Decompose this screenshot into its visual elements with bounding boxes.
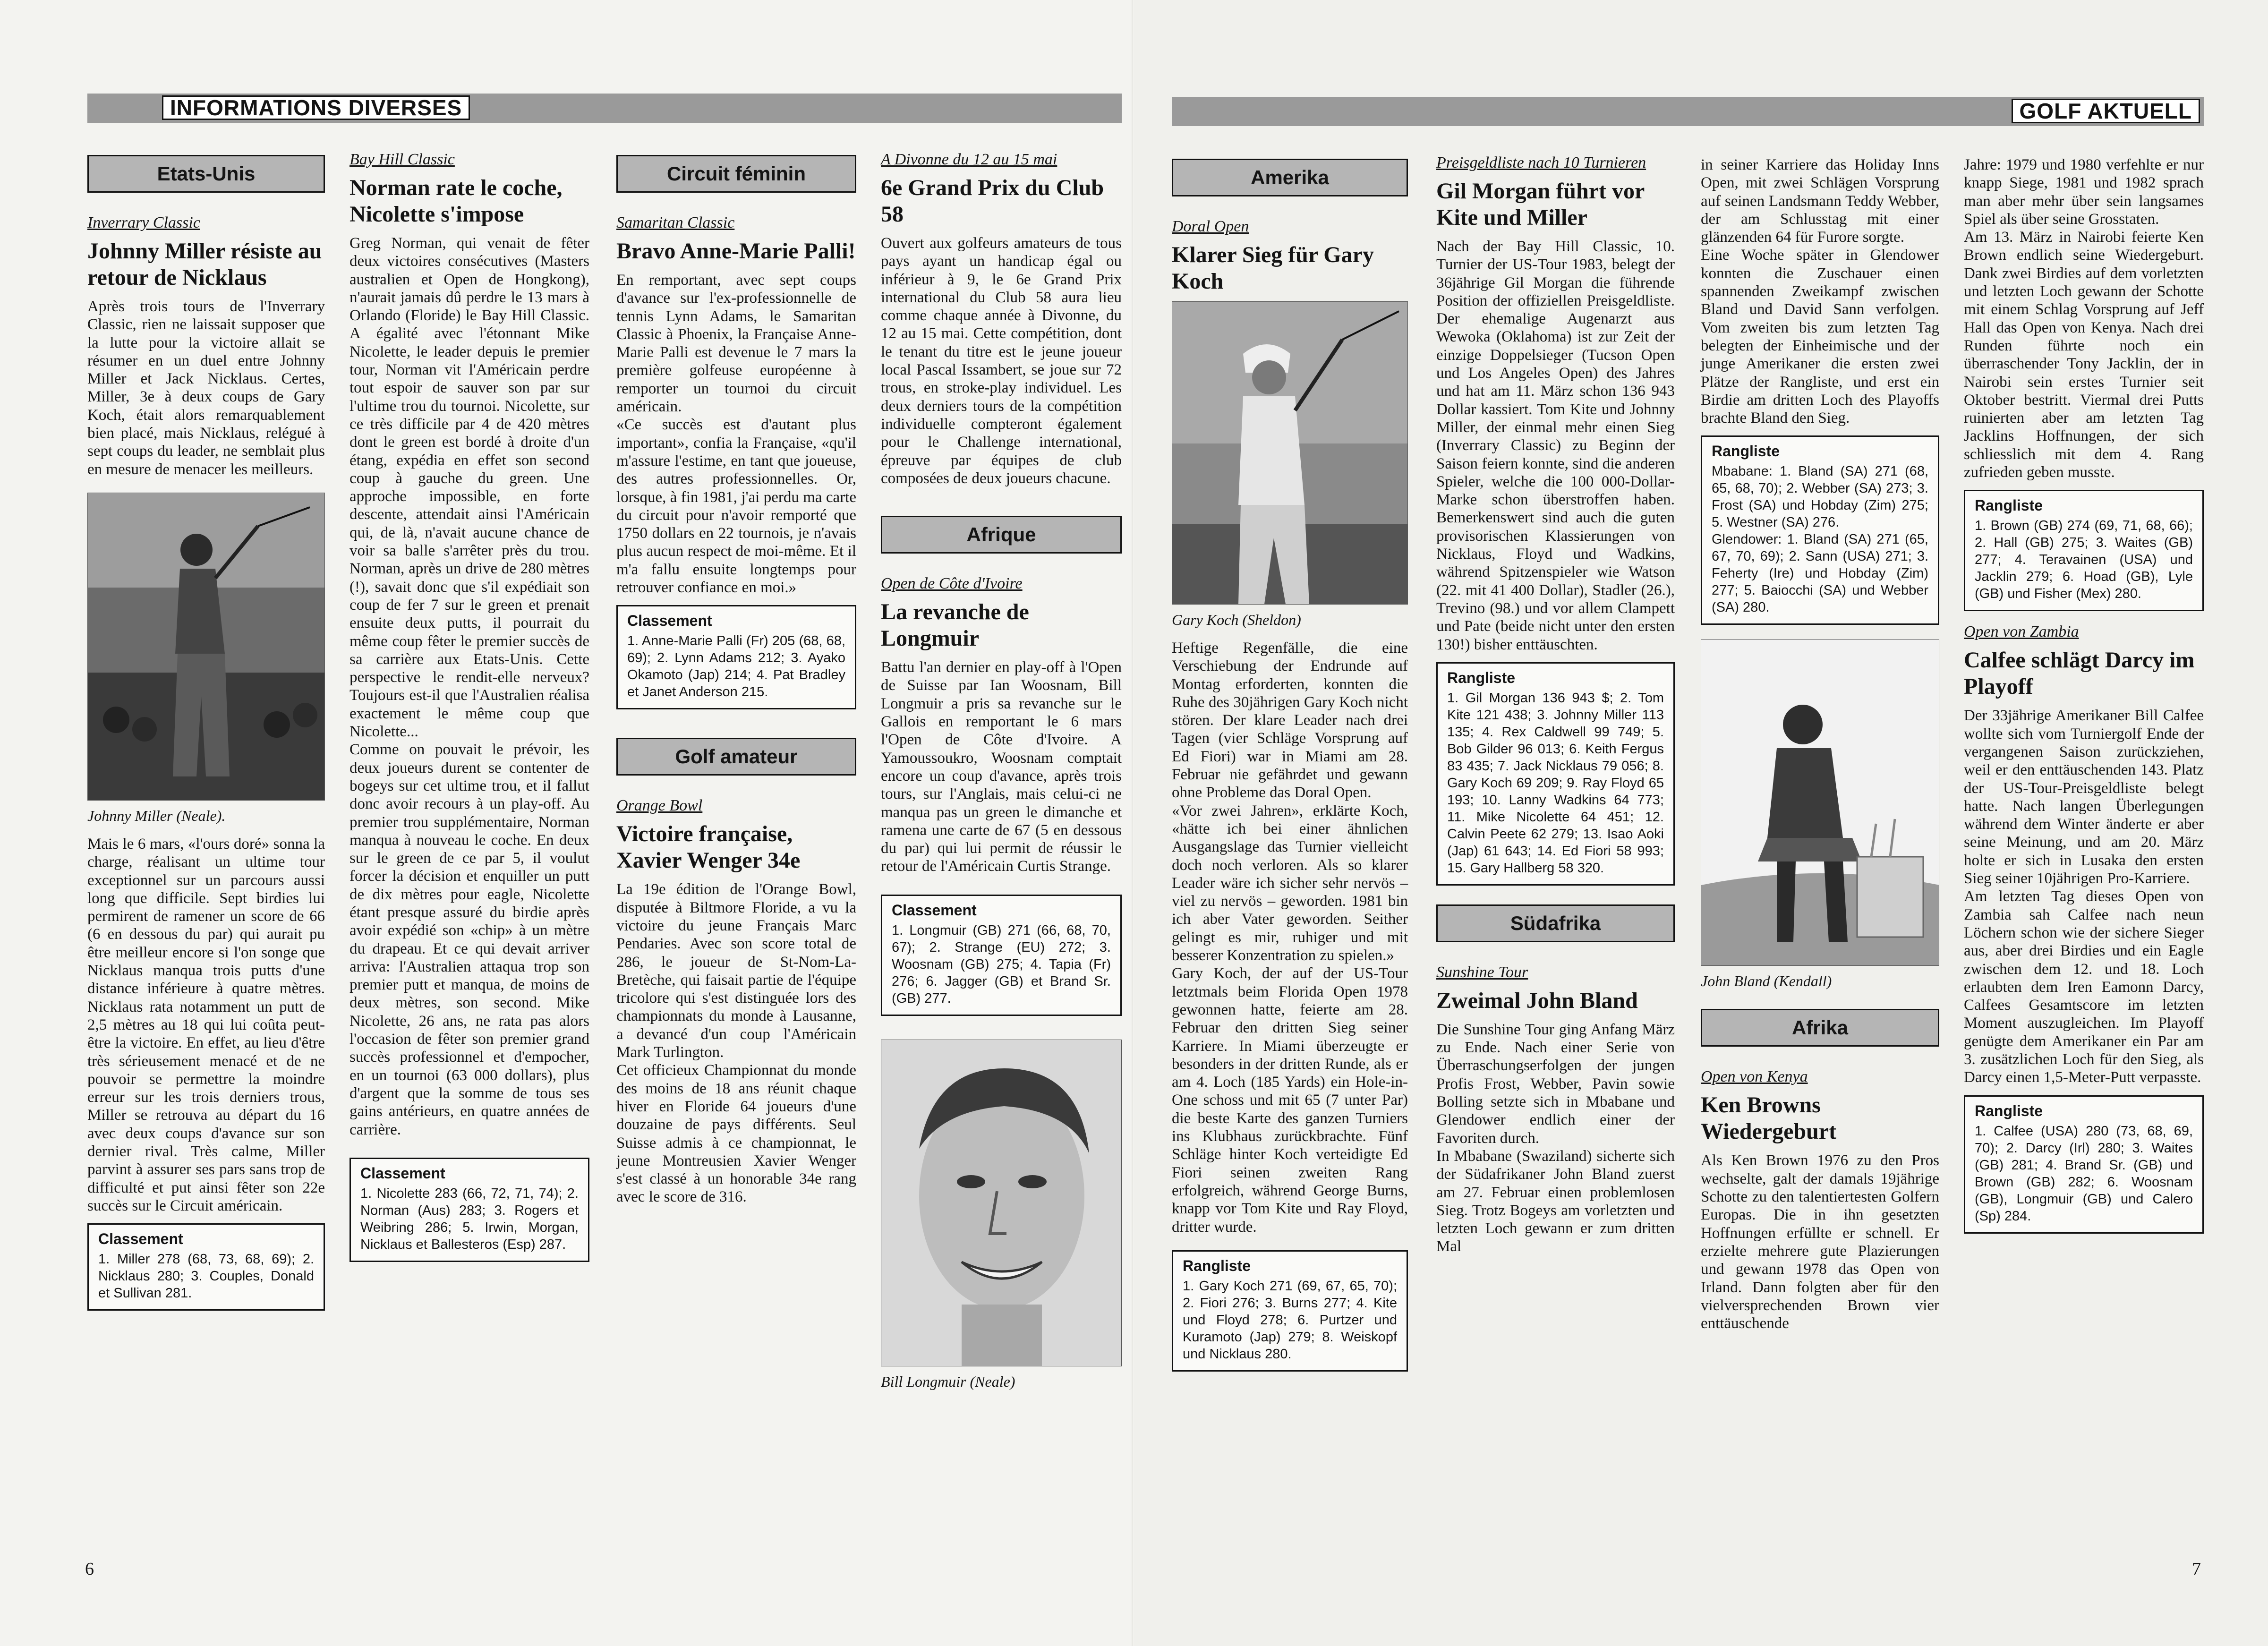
ranking-list: 1. Gil Morgan 136 943 $; 2. Tom Kite 121 438; 3. Johnny Miller 113 135; 4. Rex Caldwell 99 749; 5. Bob Gilder 96 013; 6. Keith Fergus 83 435; 7. Jack Nicklaus 79 056; 8. Gary Koch 69 209; 9. Ray Floyd 65 193; 10. Lanny Wadkins 64 773; 11. Mike Nicolette 64 451; 12. Calvin Peete 62 279; 13. Isao Aoki (Jap) 61 643; 14. Ed Fiori 58 993; 15. Gary Hallberg 58 320. xyxy=(1447,690,1664,876)
kicker: Inverrary Classic xyxy=(87,214,200,231)
headline: Victoire française, Xavier Wenger 34e xyxy=(616,821,801,873)
kicker: Open de Côte d'Ivoire xyxy=(881,575,1023,593)
ranking-title: Classement xyxy=(627,612,712,630)
photo-caption: Johnny Miller (Neale). xyxy=(87,807,226,824)
headline: Norman rate le coche, Nicolette s'impose xyxy=(350,175,563,227)
headline: 6e Grand Prix du Club 58 xyxy=(881,175,1104,227)
article-bay-hill xyxy=(350,150,589,1270)
kicker: Samaritan Classic xyxy=(616,214,735,231)
article-body: En remportant, avec sept coups d'avance sur l'ex-professionnelle de tennis Lynn Adams, le Samaritan Classic à Phoenix, la Française Anne-Marie Palli est devenue le 7 mars la première golfeuse européenne à remporter un tournoi du circuit américain. «Ce succès est d'autant plus important», confia la Française, «qu'il m'assure l'estime, en tant que joueuse, des autres professionnelles. Or, lorsque, à fin 1981, j'ai perdu ma carte du circuit pour n'avoir remporté que 1750 dollars en 22 tournois, je n'avais plus aucun respect de moi-même. Et il m'a fallu ensuite longtemps pour retrouver confiance en moi.» xyxy=(616,272,856,597)
section-title: INFORMATIONS DIVERSES xyxy=(162,95,470,120)
ranking-box xyxy=(87,1223,325,1311)
ranking-box xyxy=(350,1158,589,1262)
photo-caption: Bill Longmuir (Neale) xyxy=(881,1373,1015,1390)
ranking-title: Classement xyxy=(98,1230,183,1248)
kicker: Orange Bowl xyxy=(616,797,703,815)
article-body: Die Sunshine Tour ging Anfang März zu Ende. Nach einer Serie von Überraschungserfolgen der jungen Profis Frost, Webber, Pavin sowie Bolling setzte sich in Mbabane und Glendower endlich einer der Favoriten durch. In Mbabane (Swaziland) sicherte sich der Südafrikaner John Bland zuerst am 27. Februar einen problemlosen Sieg. Trotz Bogeys am vorletzten und letzten Loch gewann er zum dritten Mal xyxy=(1436,1021,1675,1255)
golfer-photo-image xyxy=(88,493,325,800)
photo-caption: Gary Koch (Sheldon) xyxy=(1172,611,1301,628)
photo-john-bland xyxy=(1701,639,1939,966)
article-kenya-zambia xyxy=(1964,156,2204,1241)
ranking-list: 1. Gary Koch 271 (69, 67, 65, 70); 2. Fiori 276; 3. Burns 277; 4. Kite und Floyd 278; 6. Purtzer und Kuramoto (Jap) 279; 8. Weiskopf und Nicklaus 280. xyxy=(1183,1278,1397,1362)
ranking-title: Rangliste xyxy=(1975,497,2043,514)
ranking-box xyxy=(1701,435,1939,625)
rubric-etats-unis: Etats-Unis xyxy=(87,155,325,193)
ranking-title: Rangliste xyxy=(1975,1102,2043,1119)
section-title: GOLF AKTUELL xyxy=(2012,99,2200,123)
photo-bill-longmuir xyxy=(881,1040,1122,1366)
ranking-box xyxy=(1436,662,1675,886)
article-circuit-feminin xyxy=(616,147,856,1206)
section-banner-right xyxy=(1172,97,2204,126)
headline: Ken Browns Wiedergeburt xyxy=(1701,1092,1837,1144)
article-body: La 19e édition de l'Orange Bowl, disputée à Biltmore Floride, a vu la victoire du jeune Français Marc Pendaries. Avec son score total de 286, le joueur de St-Nom-La-Bretèche, qui faisait partie de l'équipe tricolore qui s'est distinguée lors des championnats du monde à Lausanne, a devancé d'un coup l'Américain Mark Turlington. Cet officieux Championnat du monde des moins de 18 ans réunit chaque hiver en Floride 64 joueurs d'une douzaine de pays différents. Seul Suisse admis à ce championnat, le jeune Montreusien Xavier Wenger s'est classé à un honorable 34e rang avec le score de 316. xyxy=(616,881,856,1206)
ranking-title: Classement xyxy=(360,1164,445,1182)
article-body: Nach der Bay Hill Classic, 10. Turnier der US-Tour 1983, belegt der 36jährige Gil Morgan die führende Position der offiziellen Preisgeldliste. Der ehemalige Augenarzt aus Wewoka (Oklahoma) ist zur Zeit der einzige Doppelsieger (Tucson Open und Los Angeles Open) des Jahres und hat am 11. März schon 136 943 Dollar kassiert. Tom Kite und Johnny Miller, der einmal mehr einen Sieg (Inverrary Classic) zu Beginn der Saison feiern konnte, sind die anderen Spieler, welche die 100 000-Dollar-Marke schon überstroffen haben. Bemerkenswert sind auch die guten provisorischen Klassierungen von Nicklaus, Floyd und Wadkins, während Spitzenspieler wie Watson (22. mit 41 400 Dollar), Stadler (26.), Trevino (98.) und vor allem Clampett und Pate (beide nicht unter den ersten 130!) bisher enttäuschten. xyxy=(1436,238,1675,653)
ranking-box xyxy=(1964,1095,2204,1234)
kicker: Bay Hill Classic xyxy=(350,151,455,168)
ranking-list: 1. Brown (GB) 274 (69, 71, 68, 66); 2. Hall (GB) 275; 3. Waites (GB) 277; 4. Teravainen (USA) und Jacklin 279; 6. Hoad (GB), Lyle (GB) und Fisher (Mex) 280. xyxy=(1975,518,2193,602)
ranking-list: 1. Miller 278 (68, 73, 68, 69); 2. Nicklaus 280; 3. Couples, Donald et Sullivan 281. xyxy=(98,1252,314,1301)
article-body: Jahre: 1979 und 1980 verfehlte er nur knapp Siege, 1981 und 1982 sprach man aber mehr über sein langsames Spiel als über seine Grosstaten. Am 13. März in Nairobi feierte Ken Brown endlich seine Wiedergeburt. Dank zwei Birdies auf dem vorletzten und letzten Loch gewann der Schotte mit einem Schlag Vorsprung auf Jeff Hall das Open von Kenya. Nach drei Runden führte noch ein überraschender Tony Jacklin, der in Nairobi sein erstes Turnier seit Oktober bestritt. Viermal drei Putts ruinierten aber am letzten Tag Jacklins Hoffnungen, der sich schliesslich mit dem 4. Rang zufrieden geben musste. xyxy=(1964,156,2204,481)
right-page xyxy=(1134,0,2268,1646)
article-amerika xyxy=(1172,151,1408,1379)
ranking-list: 1. Nicolette 283 (66, 72, 71, 74); 2. Norman (Aus) 283; 3. Rogers et Weibring 286; 5. Irwin, Morgan, Nicklaus et Ballesteros (Esp) 287. xyxy=(360,1185,579,1252)
ranking-list: 1. Longmuir (GB) 271 (66, 68, 70, 67); 2. Strange (EU) 272; 3. Woosnam (GB) 275; 4. Tapia (Fr) 276; 6. Jagger (GB) et Brand Sr. (GB) 277. xyxy=(892,922,1111,1006)
article-body: Mais le 6 mars, «l'ours doré» sonna la charge, réalisant un ultime tour exceptionnel sur un parcours aussi long que difficile. Sept birdies lui permirent de ramener un score de 66 (6 en dessous du par) qui aurait pu être meilleur encore si l'on songe que Nicklaus manqua trois putts d'une distance inférieure à quatre mètres. Nicklaus rata notamment un putt de 2,5 mètres au 18 qui lui coûta peut-être la victoire. En effet, au lieu d'être très sérieusement menacé et de ne pouvoir se permettre la moindre erreur sur les trois derniers trous, Miller se retrouva au départ du 16 avec deux coups d'avance sur son dernier rival. Très calme, Miller parvint à assurer ses pars sans trop de difficulté et put ainsi fêter son 22e succès sur le Circuit américain. xyxy=(87,835,325,1214)
kicker: Open von Kenya xyxy=(1701,1068,1808,1086)
rubric-afrique: Afrique xyxy=(881,516,1122,554)
article-body: in seiner Karriere das Holiday Inns Open, mit zwei Schlägen Vorsprung auf seinen Landsmann Teddy Webber, der am Schlusstag mit einer glänzenden 64 für Furore sorgte. Eine Woche später in Glendower konnten die Zuschauer einen spannenden Zweikampf zwischen Bland und David Sann verfolgen. Vom zweiten bis zum letzten Tag belegten der Einheimische und der junge Amerikaner die ersten zwei Plätze der Rangliste, und erst ein Birdie am dritten Loch des Playoffs brachte Bland den Sieg. xyxy=(1701,156,1939,427)
ranking-list: Mbabane: 1. Bland (SA) 271 (68, 65, 68, 70); 2. Webber (SA) 273; 3. Frost (SA) und Hobday (Zim) 275; 5. Westner (SA) 276. Glendower: 1. Bland (SA) 271 (65, 67, 70, 69); 2. Sann (USA) 271; 3. Feherty (Ire) und Hobday (Zim) 277; 5. Baiocchi (SA) und Webber (SA) 280. xyxy=(1712,464,1928,615)
article-body: Greg Norman, qui venait de fêter deux victoires consécutives (Masters australien et Open de Hongkong), n'aurait jamais dû perdre le 13 mars à Orlando (Floride) le Bay Hill Classic. A égalité avec l'étonnant Mike Nicolette, le leader depuis le premier tour, Norman vit l'Américain perdre tout espoir de sauver son par sur l'ultime trou du tournoi. Nicolette, sur ce très difficile par 4 de 420 mètres dont le green est bordé à droite d'un étang, expédia en effet son second coup à gauche du green. Une approche impossible, en forte descente, attendait ainsi l'Américain qui, de là, n'avait aucune chance de voir sa balle s'arrêter près du trou. Norman, après un drive de 280 mètres (!), savait donc que s'il expédiait son coup de fer 7 sur le green et prenait ensuite deux putts, il pourrait du même coup fêter le premier succès de sa carrière aux Etats-Unis. Cette perspective le rendit-elle nerveux? Toujours est-il que l'Australien réalisa exactement le même coup que Nicolette... Comme on pouvait le prévoir, les deux joueurs durent se contenter de bogeys sur cet ultime trou, et il fallut donc avoir recours à un play-off. Au premier trou supplémentaire, Norman manqua à nouveau le coche. En deux sur le green de ce par 5, il voulut forcer la décision et enquiller un putt de dix mètres pour eagle, Nicolette étant presque assuré du birdie après avoir expédié son «chip» à un mètre du drapeau. Et ce qui devait arriver arriva: l'Australien attaqua trop son premier putt et manqua, de moins de deux mètres, son second. Mike Nicolette, 26 ans, ne rata pas alors l'occasion de fêter son premier grand succès professionnel et d'empocher, en un tournoi (63 000 dollars), plus d'argent que la somme de tous ses gains antérieurs, en quatre années de carrière. xyxy=(350,235,589,1138)
golfer-photo-image xyxy=(1172,302,1408,604)
ranking-list: 1. Anne-Marie Palli (Fr) 205 (68, 68, 69); 2. Lynn Adams 212; 3. Ayako Okamoto (Jap) 214; 4. Pat Bradley et Janet Anderson 215. xyxy=(627,633,845,700)
headline: La revanche de Longmuir xyxy=(881,599,1029,651)
article-etats-unis xyxy=(87,147,325,1318)
ranking-box xyxy=(1172,1250,1408,1372)
page-number-left: 6 xyxy=(85,1559,94,1579)
ranking-title: Rangliste xyxy=(1447,669,1516,686)
article-body: Battu l'an dernier en play-off à l'Open de Suisse par Ian Woosnam, Bill Longmuir a pris sa revanche sur le Gallois en remportant le 6 mars l'Open de Côte d'Ivoire. A Yamoussoukro, Woosnam comptait encore un coup d'avance, après trois tours, sur l'Anglais, mais celui-ci ne manqua pas un green le dimanche et ramena une carte de 67 (5 en dessous du par) qui lui permit de réussir le retour de l'Américain Curtis Strange. xyxy=(881,659,1122,875)
article-preisgeldliste xyxy=(1436,154,1675,1256)
article-body: Der 33jährige Amerikaner Bill Calfee wollte sich vom Turniergolf Ende der vergangenen Saison zurückziehen, weil er den enttäuschenden 143. Platz der US-Tour-Preisgeldliste belegt hatte. Nach langen Überlegungen während dem Winter änderte er aber seine Meinung, und am 20. März holte er sich in Lusaka den ersten Sieg seiner 10jährigen Pro-Karriere. Am letzten Tag dieses Open von Zambia sah Calfee nach neun Löchern schon wie der sichere Sieger aus, aber drei Birdies und ein Eagle zwischen dem 12. und 18. Loch erlaubten dem Iren Eamonn Darcy, Calfees Gesamtscore im letzten Moment auszugleichen. Im Playoff genügte dem Amerikaner ein Par am 3. zusätzlichen Loch für den Sieg, als Darcy einen 1,5-Meter-Putt verpasste. xyxy=(1964,707,2204,1086)
article-body: Après trois tours de l'Inverrary Classic, rien ne laissait supposer que la lutte pour la victoire allait se résumer en un duel entre Johnny Miller et Jack Nicklaus. Certes, Miller, 3e à deux coups de Gary Koch, était alors remarquablement bien placé, mais Nicklaus, relégué à sept coups du leader, ne semblait plus en mesure de menacer les meilleurs. xyxy=(87,298,325,478)
ranking-list: 1. Calfee (USA) 280 (73, 68, 69, 70); 2. Darcy (Irl) 280; 3. Waites (GB) 281; 4. Brand Sr. (GB) und Brown (GB) 282; 6. Woosnam (GB), Longmuir (GB) und Calero (Sp) 284. xyxy=(1975,1123,2193,1224)
kicker: Open von Zambia xyxy=(1964,623,2079,641)
article-body: Ouvert aux golfeurs amateurs de tous pays ayant un handicap égal ou inférieur à 9, le 6e Grand Prix international du Club 58 aura lieu comme chaque année à Divonne, du 12 au 15 mai. Cette compétition, dont le tenant du titre est le jeune joueur local Pascal Issambert, se joue sur 72 trous, en stroke-play individuel. Les deux derniers tours de la compétition individuelle compteront également pour le Challenge international, épreuve par équipes de club composées de deux joueurs chacune. xyxy=(881,235,1122,487)
rubric-afrika: Afrika xyxy=(1701,1009,1939,1047)
photo-johnny-miller xyxy=(87,493,325,801)
kicker: Sunshine Tour xyxy=(1436,963,1528,981)
photo-gary-koch xyxy=(1172,301,1408,605)
kicker: A Divonne du 12 au 15 mai xyxy=(881,151,1057,168)
ranking-title: Rangliste xyxy=(1183,1257,1251,1274)
rubric-golf-amateur: Golf amateur xyxy=(616,738,856,776)
ranking-box xyxy=(881,895,1122,1016)
rubric-amerika: Amerika xyxy=(1172,159,1408,196)
photo-caption: John Bland (Kendall) xyxy=(1701,972,1832,990)
article-body: Als Ken Brown 1976 zu den Pros wechselte, galt der damals 19jährige Schotte zu den talentiertesten Golfern Europas. Die in ihn gesetzten Hoffnungen erfüllte er schnell. Er erzielte mehrere gute Plazierungen und gewann 1978 das Open von Irland. Dann folgten aber für den vielversprechenden Brown vier enttäuschende xyxy=(1701,1152,1939,1332)
article-grand-prix xyxy=(881,150,1122,1401)
article-sunshine-continued xyxy=(1701,156,1939,1332)
kicker: Preisgeldliste nach 10 Turnieren xyxy=(1436,154,1646,171)
page-number-right: 7 xyxy=(2192,1559,2201,1579)
headline: Gil Morgan führt vor Kite und Miller xyxy=(1436,179,1645,230)
ranking-title: Classement xyxy=(892,901,977,919)
article-body: Heftige Regenfälle, die eine Verschiebung der Endrunde auf Montag erforderten, konnten die Ruhe des 30jährigen Gary Koch nicht stören. Der klare Leader nach drei Tagen (vier Schläge Vorsprung auf Ed Fiori) war in Miami am 28. Februar nie gefährdet und gewann ohne Probleme das Doral Open. «Vor zwei Jahren», erklärte Koch, «hätte ich bei einer ähnlichen Ausgangslage das Turnier vielleicht doch noch verloren. Als so klarer Leader wäre ich sicher sehr nervös – viel zu nervös – geworden. 1981 bin ich aber Vater geworden. Seither gelingt es mir, ruhiger und mit besserer Konzentration zu spielen.» Gary Koch, der auf der US-Tour letztmals beim Florida Open 1978 gewonnen hatte, feierte am 28. Februar den dritten Sieg seiner Karriere. In Miami überzeugte er besonders in der dritten Runde, als er am 4. Loch (185 Yards) ein Hole-in-One schoss und mit 65 (7 unter Par) die beste Karte des ganzen Turniers ins Klubhaus zurückbrachte. Fünf Schläge hinter Koch verteidigte Ed Fiori seinen zweiten Rang erfolgreich, während George Burns, knapp vor Tom Kite und Ray Floyd, dritter wurde. xyxy=(1172,640,1408,1236)
rubric-suedafrika: Südafrika xyxy=(1436,904,1675,942)
rubric-circuit-feminin: Circuit féminin xyxy=(616,155,856,193)
ranking-box xyxy=(616,605,856,709)
headline: Calfee schlägt Darcy im Playoff xyxy=(1964,648,2195,699)
headline: Bravo Anne-Marie Palli! xyxy=(616,239,856,264)
portrait-photo-image xyxy=(881,1040,1122,1366)
ranking-title: Rangliste xyxy=(1712,443,1780,460)
kicker: Doral Open xyxy=(1172,218,1249,235)
ranking-box xyxy=(1964,490,2204,611)
section-banner-left xyxy=(87,94,1122,123)
golfer-photo-image xyxy=(1701,640,1939,965)
headline: Zweimal John Bland xyxy=(1436,988,1638,1013)
headline: Klarer Sieg für Gary Koch xyxy=(1172,242,1374,294)
headline: Johnny Miller résiste au retour de Nicklaus xyxy=(87,239,322,290)
